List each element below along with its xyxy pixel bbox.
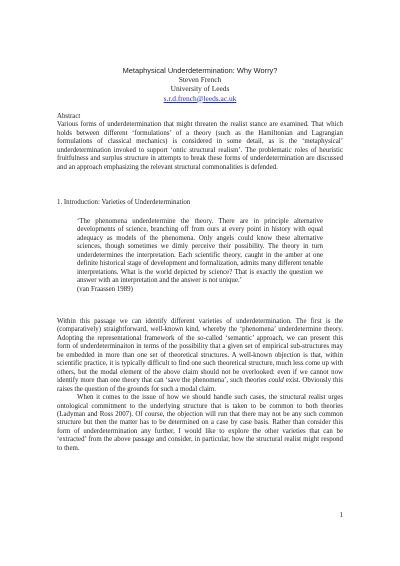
paragraph-2: When it comes to the issue of how we should handle such cases, the structural realist urges ontological commitment to the underlying structure that is taken to be common to both theories (Ladyman and Ross 2007). Of course, the objection will run that there may not be any such common structure but then the matter has to be determined on a case by case basis. Rather than consider this form of underdetermination any further, I would like to explore the other varieties that can be ‘extracted’ from the above passage and consider, in particular, how the structural realist might respond to them. — [57, 394, 343, 452]
paper-header — [0, 66, 400, 103]
main-text — [57, 318, 343, 453]
abstract-section — [57, 113, 343, 172]
quote-text: ‘The phenomena underdetermine the theory. There are in principle alternative developments of science, branching off from ours at every point in history with equal adequacy as models of the phenomena. Only angels could know these alternative sciences, though sometimes we dimly perceive their possibility. The theory in turn underdetermines the interpretation. Each scientific theory, caught in the amber at one definite historical stage of development and formalization, admits many different tenable interpretations. What is the world depicted by science? That is exactly the question we answer with an interpretation and the answer is not unique.’ — [77, 218, 323, 285]
section-heading-block — [57, 199, 343, 207]
block-quote — [77, 218, 323, 294]
page-number: 1 — [339, 512, 343, 519]
abstract-text: Various forms of underdetermination that might threaten the realist stance are examined. That which holds between different ‘formulations’ of a theory (such as the Hamiltonian and Lagrangian formulations of classical mechanics) is considered in some detail, as is the ‘metaphysical’ underdetermination invoked to support ‘ontic structural realism’. The problematic roles of heuristic fruitfulness and surplus structure in attempts to break these forms of underdetermination are discussed and an approach emphasizing the relevant structural commonalities is defended. — [57, 121, 343, 171]
paragraph-1-part-b: exist. Obviously this raises the question of the grounds for such a modal claim. — [57, 377, 343, 393]
quote-citation: (van Fraassen 1989) — [77, 285, 133, 293]
paper-title: Metaphysical Underdetermination: Why Worry? — [122, 66, 278, 75]
paragraph-1-emphasis: could — [268, 377, 284, 385]
author-name: Steven French — [178, 75, 222, 85]
author-email-link[interactable]: s.r.d.french@leeds.ac.uk — [163, 93, 237, 103]
section-heading: 1. Introduction: Varieties of Underdetermination — [57, 199, 191, 206]
author-affiliation: University of Leeds — [170, 84, 230, 94]
paragraph-1 — [57, 318, 343, 394]
abstract-label: Abstract — [57, 113, 81, 120]
paragraph-1-part-a: Within this passage we can identify different varieties of underdetermination. The first is the (comparatively) straightforward, well-known kind, whereby the ‘phenomena’ underdetermine theory. Adopting the representational framework of the so-called ‘semantic’ approach, we can present this form of underdeterminaiton in terms of the possibility that a given set of empirical sub-structures may be embedded in more than one set of theoretical structures. A well-known objection is that, within scientific practice, it is typically difficult to find one such theoretical structure, much less come up with others, but the modal element of the above claim should not be overlooked: even if we cannot now identify more than one theory that can ‘save the phenomena’, such theories — [57, 318, 343, 385]
